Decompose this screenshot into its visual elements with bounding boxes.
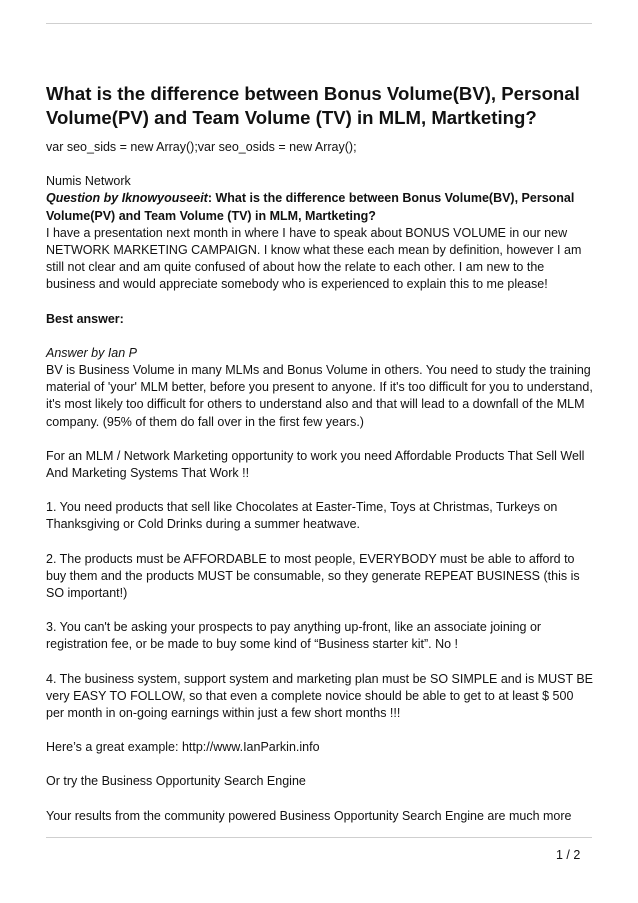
best-answer-label: Best answer: bbox=[46, 311, 124, 326]
question-block: Numis Network Question by Iknowyouseeit: What is the difference between Bonus Volume(BV), Personal Volume(PV) and Team Volume (TV) in MLM, Martketing? I have a presentation next month in where I have to speak about BONUS VOLUME in our new NETWORK MARKETING CAMPAIGN. I know what these each mean by definition, however I am still not clear and am quite confused of about how the relate to each other. I am new to the business and would appreciate somebody who is experienced to explain this to me please! bbox=[46, 174, 582, 292]
answer-paragraph: 4. The business system, support system and marketing plan must be SO SIMPLE and is MUST BE very EASY TO FOLLOW, so that even a complete novice should be able to get to at least $ 500 per month in on-going earnings within just a few short months !!! bbox=[46, 671, 593, 721]
answer-paragraph: 2. The products must be AFFORDABLE to most people, EVERYBODY must be able to afford to buy them and the products MUST be consumable, so they generate REPEAT BUSINESS (this is SO important!) bbox=[46, 551, 580, 601]
bottom-rule bbox=[46, 837, 592, 838]
example-link-line[interactable]: Here’s a great example: http://www.IanParkin.info bbox=[46, 740, 320, 755]
answer-paragraph: 1. You need products that sell like Chocolates at Easter-Time, Toys at Christmas, Turkeys on Thanksgiving or Cold Drinks during a summer heatwave. bbox=[46, 500, 558, 532]
answer-author: Answer by Ian P bbox=[46, 345, 138, 360]
network-name: Numis Network bbox=[46, 174, 131, 189]
answer-paragraph: BV is Business Volume in many MLMs and Bonus Volume in others. You need to study the training material of 'your' MLM better, before you present to anyone. If it's too difficult for you to understand, it's most likely too difficult for others to understand also and that will lead to a downfall of the MLM company. (95% of them do fall over in the first few years.) bbox=[46, 363, 593, 429]
answer-first-block bbox=[46, 345, 594, 431]
page-title: What is the difference between Bonus Volume(BV), Personal Volume(PV) and Team Volume (TV) in MLM, Martketing? bbox=[46, 83, 580, 128]
script-line: var seo_sids = new Array();var seo_osids = new Array(); bbox=[46, 140, 357, 154]
answer-paragraph: 3. You can't be asking your prospects to pay anything up-front, like an associate joining or registration fee, or be made to buy some kind of “Business starter kit”. No ! bbox=[46, 620, 542, 652]
answer-paragraph: For an MLM / Network Marketing opportunity to work you need Affordable Products That Sell Well And Marketing Systems That Work !! bbox=[46, 448, 585, 481]
top-rule bbox=[46, 23, 592, 24]
answer-paragraph: Your results from the community powered Business Opportunity Search Engine are much more bbox=[46, 808, 572, 823]
document-body bbox=[46, 82, 594, 842]
question-title: What is the difference between Bonus Volume(BV), Personal Volume(PV) and Team Volume (TV) in MLM, Martketing? bbox=[46, 191, 575, 223]
search-engine-line: Or try the Business Opportunity Search Engine bbox=[46, 774, 306, 789]
question-body: I have a presentation next month in where I have to speak about BONUS VOLUME in our new NETWORK MARKETING CAMPAIGN. I know what these each mean by definition, however I am still not clear and am quite confused of about how the relate to each other. I am new to the business and would appreciate somebody who is experienced to explain this to me please! bbox=[46, 225, 582, 292]
question-asker: Question by Iknowyouseeit bbox=[46, 191, 208, 206]
page-number: 1 / 2 bbox=[556, 848, 581, 862]
